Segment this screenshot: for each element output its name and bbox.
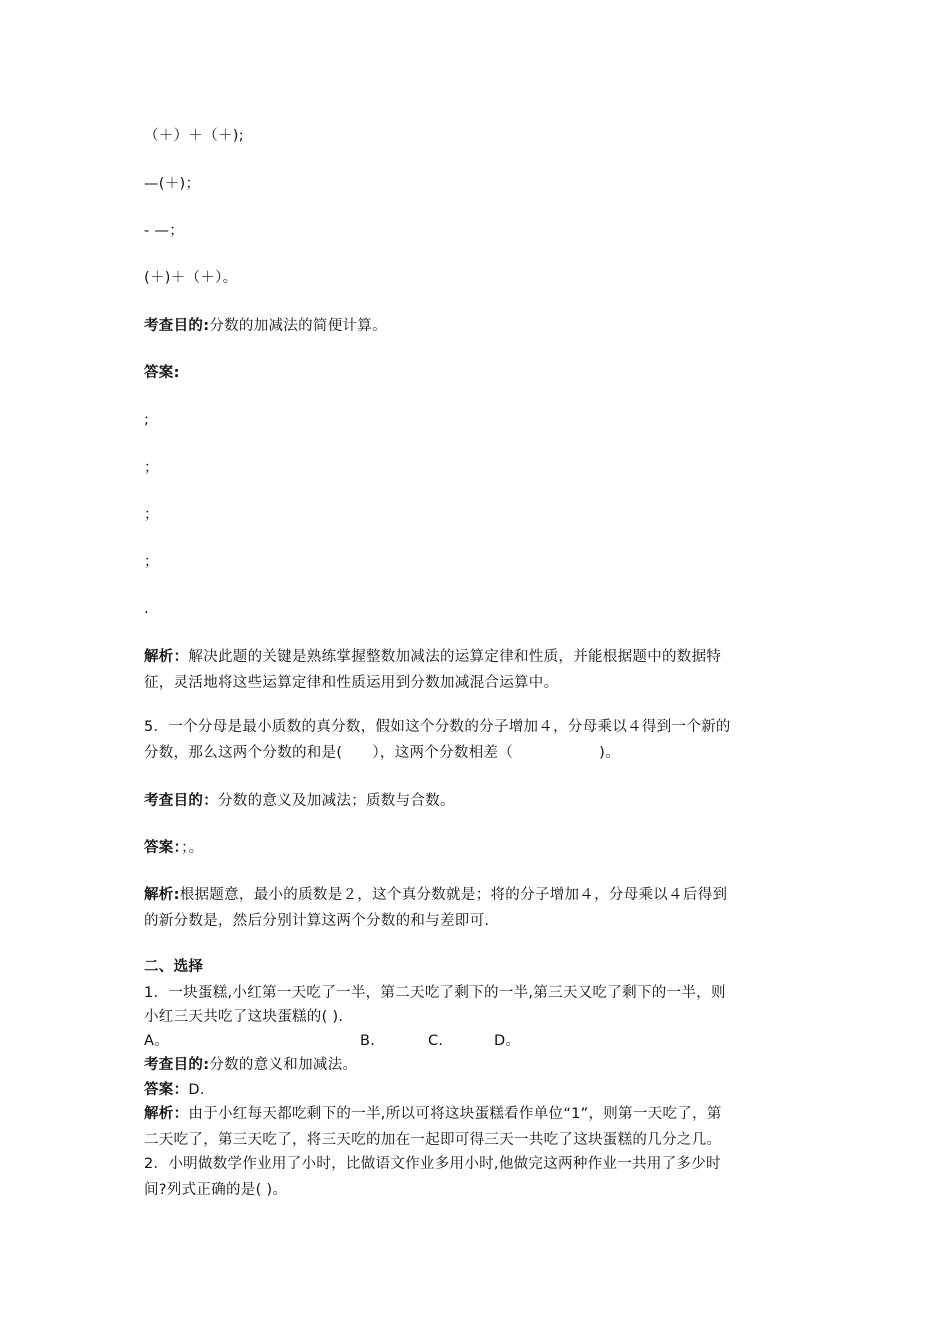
expression-line-3: - —； (144, 223, 185, 239)
s2-q1-analysis-line-2: 二天吃了，第三天吃了，将三天吃的加在一起即可得三天一共吃了这块蛋糕的几分之几。 (144, 1132, 722, 1148)
q4-answer-5: . (144, 601, 149, 617)
q5-answer (144, 838, 204, 858)
q4-answer-1: ; (144, 412, 150, 428)
s2-q1-aim-text: 分数的意义和加减法。 (209, 1057, 358, 1073)
q4-aim-label: 考查目的: (144, 318, 210, 334)
s2-q1-answer (144, 1080, 205, 1100)
q4-analysis-line-2: 征，灵活地将这些运算定律和性质运用到分数加减混合运算中。 (144, 675, 559, 691)
q5-answer-text: ；。 (181, 840, 204, 856)
q4-analysis (144, 647, 721, 667)
s2-q1-line-1: 1．一块蛋糕,小红第一天吃了一半，第二天吃了剩下的一半,第三天又吃了剩下的一半，则 (144, 985, 726, 1001)
s2-q1-analysis-line-1: 由于小红每天都吃剩下的一半,所以可将这块蛋糕看作单位“1”，则第一天吃了，第 (188, 1106, 722, 1122)
q4-aim-text: 分数的加减法的简便计算。 (209, 318, 387, 334)
q4-answer-2: ； (144, 460, 159, 476)
s2-q1-analysis-label: 解析： (144, 1106, 189, 1122)
q4-analysis-line-1: 解决此题的关键是熟练掌握整数加减法的运算定律和性质，并能根据题中的数据特 (188, 649, 722, 665)
q5-question-line-2 (144, 743, 620, 763)
q5-aim-label: 考查目的： (144, 793, 218, 809)
q5-answer-label: 答案： (144, 840, 182, 856)
s2-q1-answer-label: 答案： (144, 1082, 189, 1098)
q4-analysis-label: 解析： (144, 649, 189, 665)
q5-question-part-b: ），这两个分数相差（ (372, 745, 514, 761)
option-d: D。 (494, 1033, 521, 1049)
q5-question-part-a: 分数，那么这两个分数的和是( (144, 745, 343, 761)
s2-q1-aim (144, 1055, 357, 1075)
s2-q2-line-1: 2．小明做数学作业用了小时，比做语文作业多用小时,他做完这两种作业一共用了多少时 (144, 1156, 721, 1172)
q4-aim (144, 316, 387, 336)
s2-q1-answer-text: D. (188, 1082, 205, 1098)
q4-answer-label: 答案: (144, 365, 180, 381)
q5-analysis-line-1: 根据题意，最小的质数是２，这个真分数就是；将的分子增加４，分母乘以４后得到 (179, 887, 728, 903)
option-b: B. (360, 1033, 376, 1049)
q4-answer-4: ； (144, 554, 159, 570)
option-a: A。 (144, 1033, 170, 1049)
expression-line-1: （＋）＋（＋); (144, 128, 244, 144)
s2-q1-line-2: 小红三天共吃了这块蛋糕的( ). (144, 1009, 344, 1025)
q5-question-part-c: )。 (599, 745, 620, 761)
s2-q2-line-2: 间?列式正确的是( )。 (144, 1182, 288, 1198)
q5-analysis-line-2: 的新分数是，然后分别计算这两个分数的和与差即可. (144, 913, 490, 929)
expression-line-2: —(＋)； (144, 176, 201, 192)
expression-line-4: (＋)＋（＋）。 (144, 270, 238, 286)
q5-aim-text: 分数的意义及加减法；质数与合数。 (218, 793, 455, 809)
q5-question-line-1: 5．一个分母是最小质数的真分数，假如这个分数的分子增加４，分母乘以４得到一个新的 (144, 719, 731, 735)
option-c: C. (428, 1033, 444, 1049)
s2-q1-aim-label: 考查目的: (144, 1057, 210, 1073)
s2-q1-analysis (144, 1104, 722, 1124)
q5-aim (144, 791, 455, 811)
q5-analysis-label: 解析: (144, 887, 180, 903)
section-heading: 二、选择 (144, 959, 204, 975)
q4-answer-3: ； (144, 507, 159, 523)
q5-analysis (144, 885, 727, 905)
